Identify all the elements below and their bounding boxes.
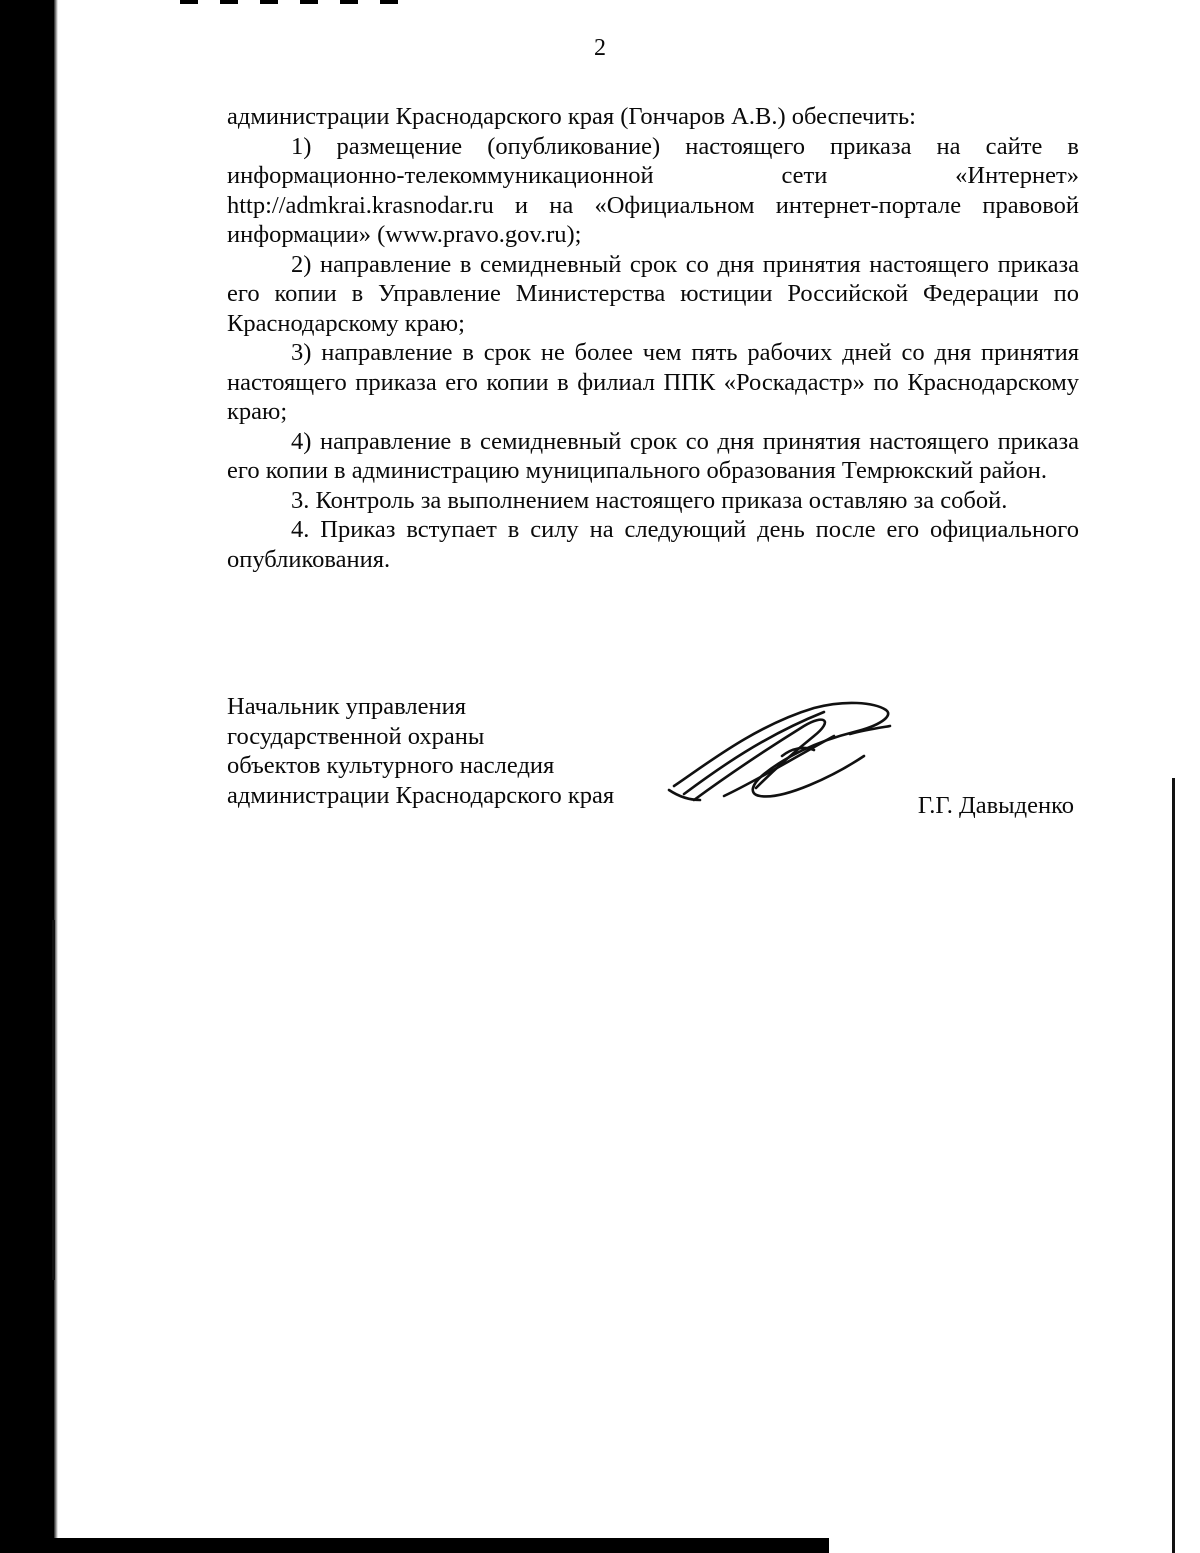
position-line: администрации Краснодарского края (227, 781, 615, 809)
signer-name: Г.Г. Давыденко (917, 792, 1074, 819)
scan-edge-left (0, 0, 54, 1553)
scan-top-marks (180, 0, 410, 4)
paragraph-continuation: администрации Краснодарского края (Гончаров А.В.) обеспечить: (227, 103, 916, 130)
position-line: объектов культурного наследия (227, 752, 555, 779)
paragraph-item-4: 4) направление в семидневный срок со дня принятия настоящего приказа его копии в администрацию муниципального образования Темрюкский район. (227, 427, 1079, 484)
page-number: 2 (594, 35, 606, 61)
paragraph-item-2: 2) направление в семидневный срок со дня принятия настоящего приказа его копии в Управление Министерства юстиции Российской Федерации по Краснодарскому краю; (227, 250, 1079, 337)
position-line: государственной охраны (227, 722, 485, 750)
scan-edge-bottom (54, 1538, 829, 1553)
paragraph-item-1: 1) размещение (опубликование) настоящего приказа на сайте в информационно-телекоммуникационной сети «Интернет» http://admkrai.krasnodar.ru и на «Официальном интернет-портале правовой информации» (www.pravo.gov.ru); (227, 132, 1079, 248)
scan-artifact-line (52, 920, 55, 1280)
paragraph-item-3: 3) направление в срок не более чем пять рабочих дней со дня принятия настоящего приказа его копии в филиал ППК «Роскадастр» по Краснодарскому краю; (227, 339, 1079, 425)
handwritten-signature (664, 696, 894, 808)
scan-artifact-line-right (1172, 778, 1175, 1553)
scan-edge-shadow (54, 0, 58, 1553)
signatory-position (227, 692, 657, 810)
paragraph-clause-3: 3. Контроль за выполнением настоящего приказа оставляю за собой. (291, 486, 1008, 514)
position-line: Начальник управления (227, 693, 466, 720)
document-body (227, 102, 1079, 574)
paragraph-clause-4: 4. Приказ вступает в силу на следующий день после его официального опубликования. (227, 516, 1079, 573)
